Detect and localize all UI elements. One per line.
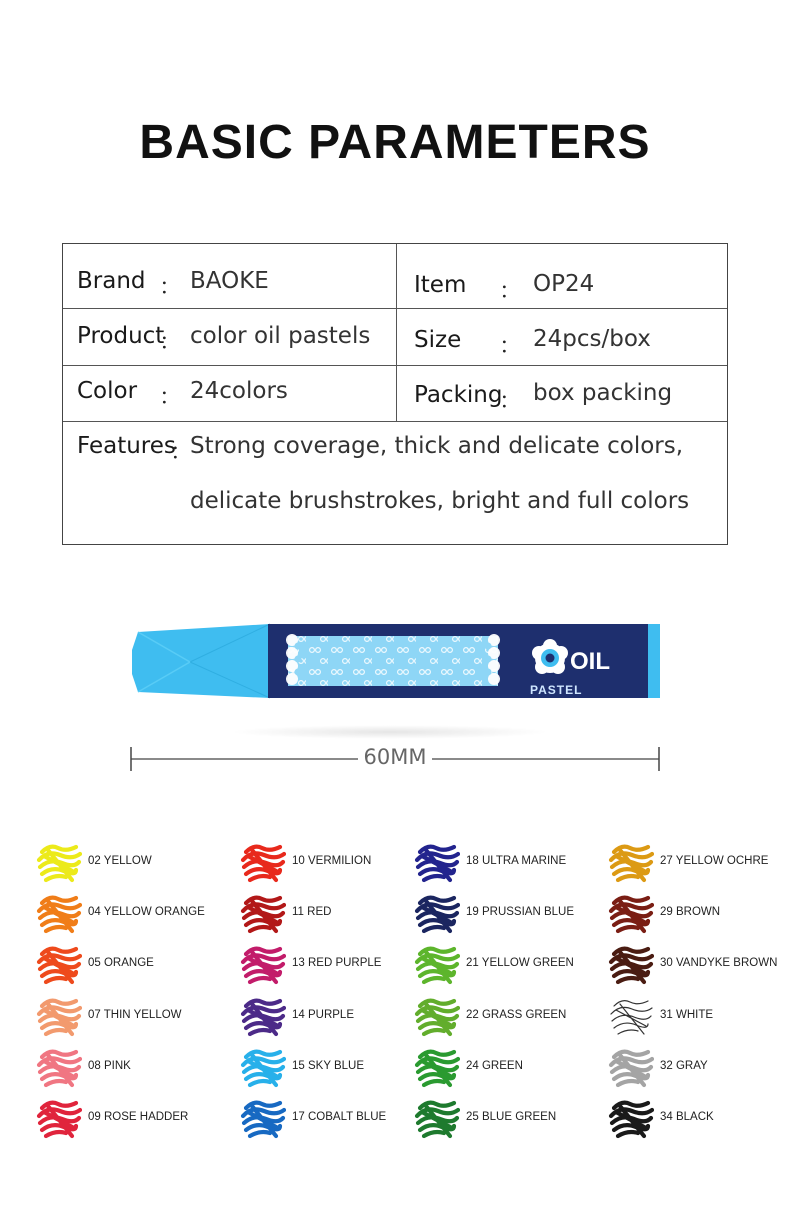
color-swatch-label: 02 YELLOW <box>88 855 152 867</box>
table-divider <box>63 421 727 422</box>
brand-value: BAOKE <box>190 268 269 294</box>
oil-logo-text: OIL <box>570 648 610 675</box>
color-swatch-label: 27 YELLOW OCHRE <box>660 855 769 867</box>
color-swatch-label: 09 ROSE HADDER <box>88 1111 189 1123</box>
color-swatch-blob <box>414 944 460 986</box>
color-swatch-label: 25 BLUE GREEN <box>466 1111 557 1123</box>
color-swatch-label: 10 VERMILION <box>292 855 372 867</box>
packing-value: box packing <box>533 380 673 406</box>
color-swatch-blob <box>240 1098 286 1140</box>
color-swatch-blob <box>608 1098 654 1140</box>
packing-label: Packing <box>414 382 503 408</box>
color-swatch-label: 18 ULTRA MARINE <box>466 855 567 867</box>
color-swatch-blob <box>608 893 654 935</box>
color-swatch-blob <box>414 1098 460 1140</box>
table-divider <box>396 244 397 422</box>
color-swatch-label: 22 GRASS GREEN <box>466 1008 567 1021</box>
color-swatch-label: 17 COBALT BLUE <box>292 1111 387 1123</box>
color-swatch-label: 05 ORANGE <box>88 957 154 970</box>
product-colon: ： <box>159 329 182 355</box>
color-swatch-blob <box>240 1047 286 1089</box>
length-measurement <box>130 745 660 775</box>
color-swatch-blob <box>414 842 460 884</box>
parameters-table <box>62 243 728 545</box>
color-swatch-label: 21 YELLOW GREEN <box>466 957 574 970</box>
color-swatch-blob <box>608 944 654 986</box>
color-swatch-blob <box>240 893 286 935</box>
item-label: Item <box>414 272 467 298</box>
size-label: Size <box>414 327 462 353</box>
color-swatch-label: 14 PURPLE <box>292 1008 355 1021</box>
features-line-2: delicate brushstrokes, bright and full colors <box>190 488 690 514</box>
color-swatch-blob <box>240 996 286 1038</box>
color-swatch-label: 34 BLACK <box>660 1111 714 1123</box>
color-swatch-label: 11 RED <box>292 906 332 919</box>
color-swatch-blob <box>36 996 82 1038</box>
color-swatch-blob <box>608 842 654 884</box>
color-value: 24colors <box>190 378 288 404</box>
color-swatch-label: 19 PRUSSIAN BLUE <box>466 906 575 919</box>
color-swatch-label: 32 GRAY <box>660 1059 708 1072</box>
features-label: Features <box>77 433 176 459</box>
item-value: OP24 <box>533 271 595 297</box>
color-swatch-blob <box>36 944 82 986</box>
color-swatch-blob <box>608 1047 654 1089</box>
color-swatch-label: 31 WHITE <box>660 1008 714 1021</box>
item-colon: ： <box>499 278 522 304</box>
brand-label: Brand <box>77 268 146 294</box>
color-swatch-label: 08 PINK <box>88 1059 131 1072</box>
color-swatch-blob <box>36 1047 82 1089</box>
features-colon: ： <box>170 439 193 465</box>
page-title: BASIC PARAMETERS <box>139 116 651 169</box>
color-swatch-blob <box>36 1098 82 1140</box>
color-swatch-label: 24 GREEN <box>466 1059 523 1072</box>
table-divider <box>63 365 727 366</box>
crayon-graphic <box>130 622 660 702</box>
crayon-shadow <box>230 725 550 739</box>
color-swatch-label: 13 RED PURPLE <box>292 957 382 970</box>
color-label: Color <box>77 378 138 404</box>
color-swatch-label: 04 YELLOW ORANGE <box>88 906 205 919</box>
color-swatch-blob <box>414 996 460 1038</box>
brand-colon: ： <box>159 274 182 300</box>
color-swatch-blob <box>414 1047 460 1089</box>
color-swatch-label: 30 VANDYKE BROWN <box>660 957 778 970</box>
product-value: color oil pastels <box>190 323 371 349</box>
color-swatch-blob <box>240 944 286 986</box>
length-label: 60MM <box>363 745 427 769</box>
size-colon: ： <box>499 333 522 359</box>
color-swatch-label: 07 THIN YELLOW <box>88 1008 182 1021</box>
color-swatch-blob <box>36 893 82 935</box>
table-divider <box>63 308 727 309</box>
crayon-tip <box>132 624 270 698</box>
crayon-illustration <box>130 622 660 702</box>
size-value: 24pcs/box <box>533 326 651 352</box>
color-swatch-blob <box>36 842 82 884</box>
color-swatch-blob <box>608 996 654 1038</box>
packing-colon: ： <box>499 388 522 414</box>
color-colon: ： <box>159 384 182 410</box>
color-swatch-blob <box>414 893 460 935</box>
pastel-logo-text: PASTEL <box>530 683 583 697</box>
features-line-1: Strong coverage, thick and delicate colors, <box>190 433 684 459</box>
color-swatch-label: 29 BROWN <box>660 906 721 919</box>
product-label: Product <box>77 323 165 349</box>
color-swatch-label: 15 SKY BLUE <box>292 1059 365 1072</box>
color-swatch-blob <box>240 842 286 884</box>
